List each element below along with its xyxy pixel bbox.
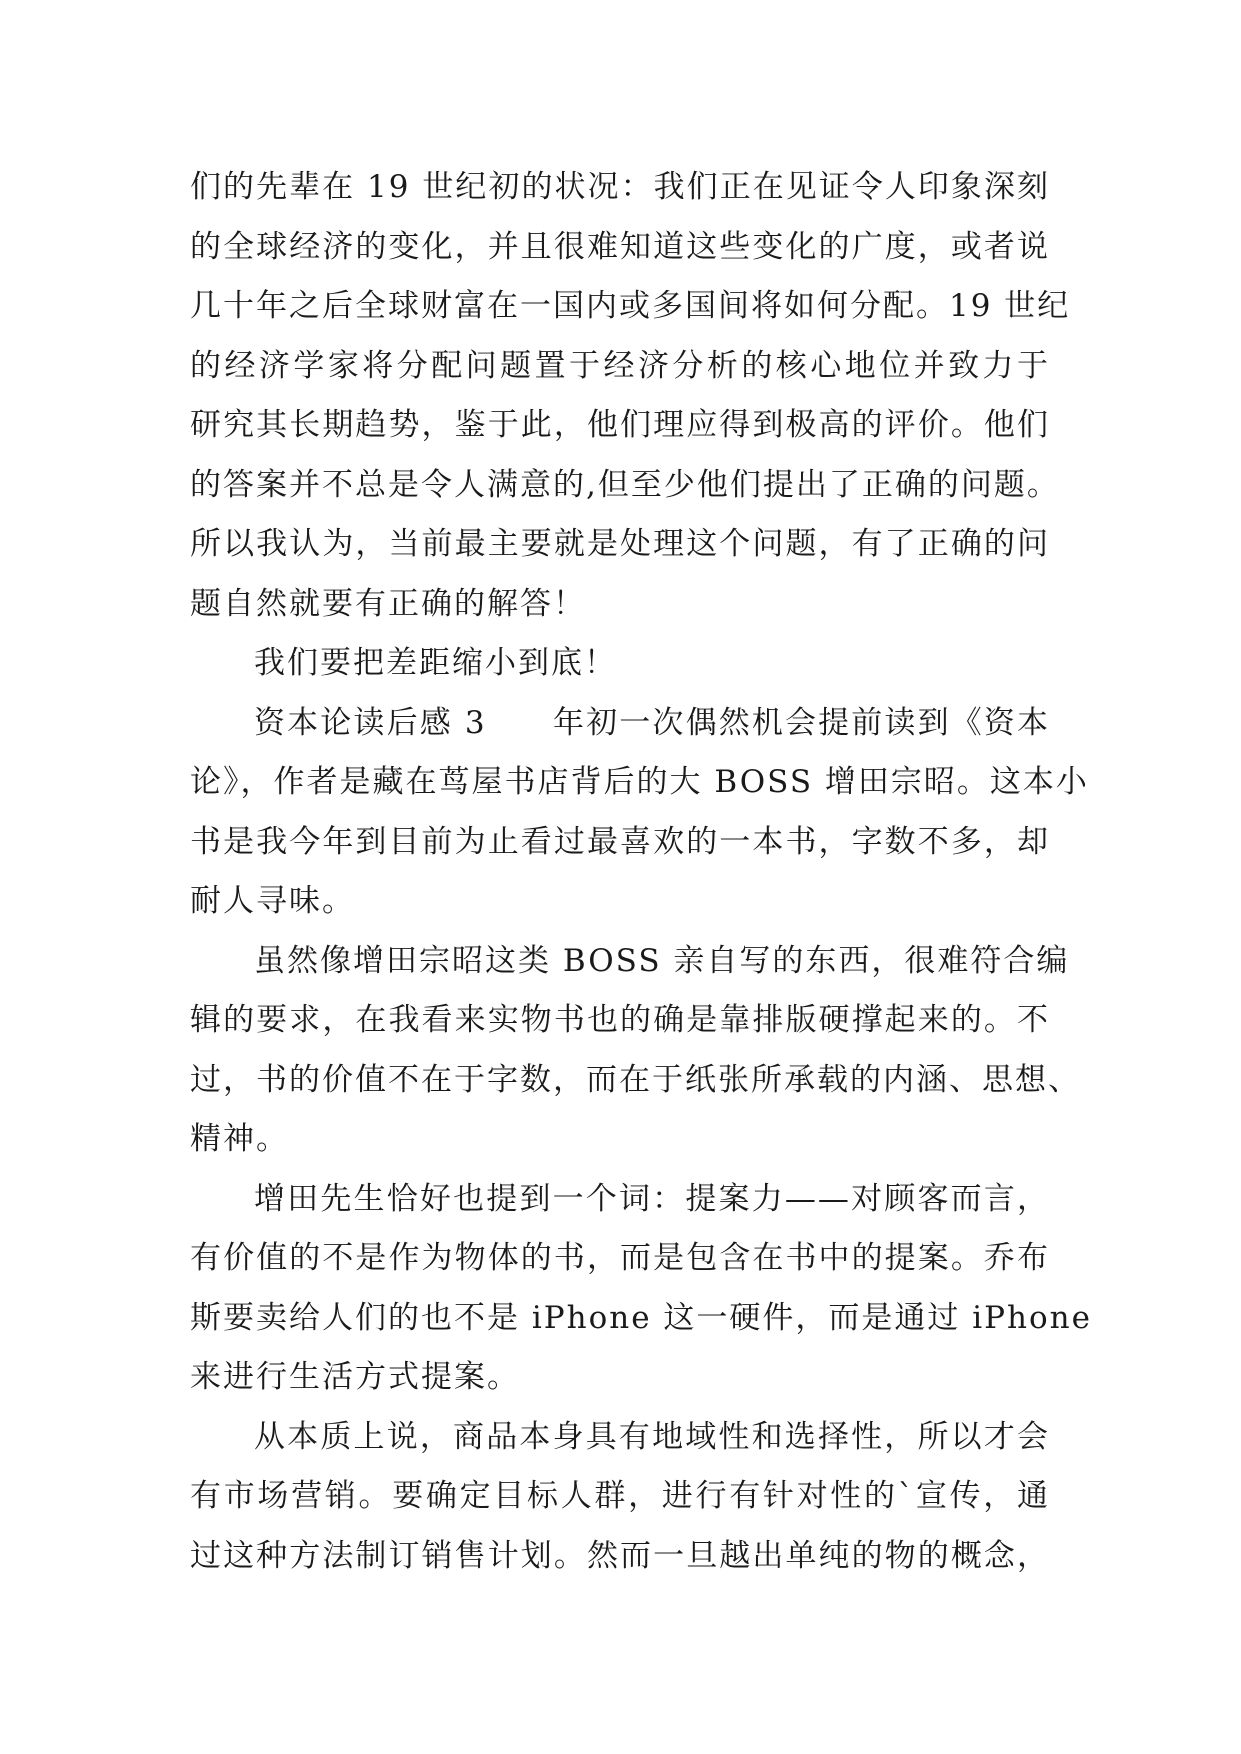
- text-line: 虽然像增田宗昭这类 BOSS 亲自写的东西，很难符合编: [254, 942, 1070, 979]
- paragraph: [190, 1408, 1050, 1587]
- text-line: 书是我今年到目前为止看过最喜欢的一本书，字数不多，却: [190, 823, 1050, 860]
- text-line: 的答案并不总是令人满意的,但至少他们提出了正确的问题。: [190, 466, 1060, 503]
- text-line: 有市场营销。要确定目标人群，进行有针对性的`宣传，通: [190, 1478, 1050, 1514]
- paragraph: [190, 158, 1071, 634]
- text-line: 过，书的价值不在于字数，而在于纸张所承载的内涵、思想、: [190, 1061, 1081, 1098]
- body-text: [190, 158, 1092, 1586]
- text-line: 从本质上说，商品本身具有地域性和选择性，所以才会: [254, 1418, 1050, 1455]
- paragraph: [190, 1170, 1092, 1408]
- text-line: 研究其长期趋势，鉴于此，他们理应得到极高的评价。他们: [190, 407, 1050, 443]
- text-line: 几十年之后全球财富在一国内或多国间将如何分配。19 世纪: [190, 288, 1071, 324]
- text-line: 们的先辈在 19 世纪初的状况：我们正在见证令人印象深刻: [190, 169, 1050, 205]
- text-line: 的全球经济的变化，并且很难知道这些变化的广度，或者说: [190, 228, 1050, 265]
- text-line: 来进行生活方式提案。: [190, 1359, 520, 1395]
- text-line: 论》，作者是藏在茑屋书店背后的大 BOSS 增田宗昭。这本小: [190, 764, 1089, 800]
- text-line: 的经济学家将分配问题置于经济分析的核心地位并致力于: [190, 347, 1050, 384]
- paragraph: [190, 932, 1081, 1170]
- text-line: 资本论读后感 3 年初一次偶然机会提前读到《资本: [254, 704, 1050, 741]
- paragraph: [190, 634, 1050, 694]
- text-line: 过这种方法制订销售计划。然而一旦越出单纯的物的概念，: [190, 1537, 1050, 1574]
- text-line: 辑的要求，在我看来实物书也的确是靠排版硬撑起来的。不: [190, 1002, 1050, 1038]
- text-line: 有价值的不是作为物体的书，而是包含在书中的提案。乔布: [190, 1240, 1050, 1276]
- text-line: 精神。: [190, 1121, 289, 1157]
- text-line: 题自然就要有正确的解答！: [190, 585, 586, 622]
- text-line: 我们要把差距缩小到底！: [254, 645, 617, 681]
- text-line: 所以我认为，当前最主要就是处理这个问题，有了正确的问: [190, 526, 1050, 562]
- text-line: 斯要卖给人们的也不是 iPhone 这一硬件，而是通过 iPhone: [190, 1299, 1092, 1336]
- paragraph: [190, 694, 1089, 932]
- text-line: 耐人寻味。: [190, 883, 355, 919]
- text-line: 增田先生恰好也提到一个词：提案力——对顾客而言，: [254, 1180, 1050, 1217]
